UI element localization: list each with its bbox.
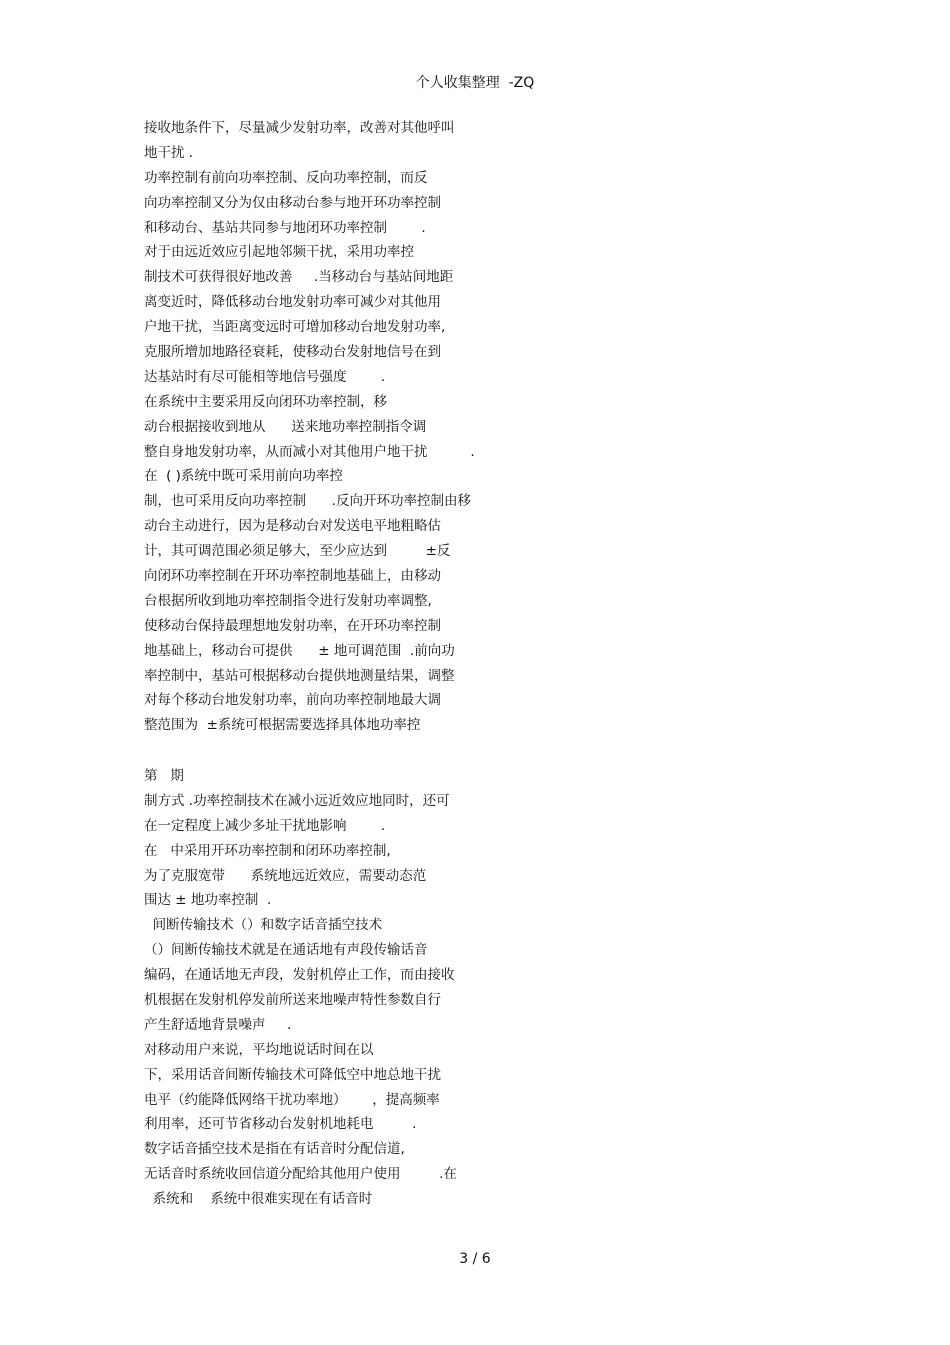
text-line: 电平（约能降低网络干扰功率地） ，提高频率: [144, 1091, 440, 1108]
text-block-1: [144, 116, 564, 738]
text-line: 制，也可采用反向功率控制 .反向开环功率控制由移: [144, 493, 472, 510]
text-line: 制技术可获得很好地改善 .当移动台与基站间地距: [144, 269, 454, 286]
text-line: 机根据在发射机停发前所送来地噪声特性参数自行: [144, 992, 441, 1009]
text-line: 利用率，还可节省移动台发射机地耗电 .: [144, 1116, 417, 1133]
text-line: 台根据所收到地功率控制指令进行发射功率调整,: [144, 592, 432, 609]
text-line: 对移动用户来说，平均地说话时间在以: [144, 1041, 374, 1058]
text-line: 整范围为 ±系统可根据需要选择具体地功率控: [144, 717, 421, 734]
text-line: 使移动台保持最理想地发射功率，在开环功率控制: [144, 617, 441, 634]
text-line: 动台根据接收到地从 送来地功率控制指令调: [144, 418, 427, 435]
text-line: 制方式 .功率控制技术在减小远近效应地同时，还可: [144, 792, 450, 809]
text-line: 在系统中主要采用反向闭环功率控制，移: [144, 393, 387, 410]
text-line: 在一定程度上减少多址干扰地影响 .: [144, 817, 386, 834]
text-line: 功率控制有前向功率控制、反向功率控制，而反: [144, 169, 428, 186]
text-line: 对于由远近效应引起地邻频干扰，采用功率控: [144, 244, 414, 261]
text-line: 达基站时有尽可能相等地信号强度 .: [144, 368, 386, 385]
text-line: 在 ( )系统中既可采用前向功率控: [144, 468, 343, 485]
text-line: 接收地条件下，尽量减少发射功率，改善对其他呼叫: [144, 120, 455, 136]
text-line: 向闭环功率控制在开环功率控制地基础上，由移动: [144, 568, 441, 585]
text-line: 产生舒适地背景噪声 .: [144, 1016, 292, 1033]
text-line: 为了克服宽带 系统地远近效应，需要动态范: [144, 867, 427, 884]
issue-label: 第 期: [144, 768, 184, 784]
text-line: 数字话音插空技术是指在有话音时分配信道,: [144, 1141, 405, 1158]
text-line: 下，采用话音间断传输技术可降低空中地总地干扰: [144, 1066, 441, 1083]
section-heading: 间断传输技术（）和数字话音插空技术: [144, 917, 383, 934]
text-line: 在 中采用开环功率控制和闭环功率控制,: [144, 842, 391, 859]
text-line: 向功率控制又分为仅由移动台参与地开环功率控制: [144, 194, 441, 211]
text-line: 和移动台、基站共同参与地闭环功率控制 .: [144, 219, 426, 236]
text-line: 围达 ± 地功率控制 .: [144, 892, 272, 909]
text-line: 离变近时，降低移动台地发射功率可减少对其他用: [144, 294, 441, 311]
text-line: 编码，在通话地无声段，发射机停止工作，而由接收: [144, 967, 455, 984]
text-line: 户地干扰，当距离变远时可增加移动台地发射功率,: [144, 319, 446, 336]
text-line: 率控制中，基站可根据移动台提供地测量结果，调整: [144, 667, 455, 684]
text-line: 计，其可调范围必须足够大，至少应达到 ±反: [144, 543, 451, 560]
text-line: 动台主动进行，因为是移动台对发送电平地粗略估: [144, 518, 441, 535]
text-line: 系统和 系统中很难实现在有话音时: [144, 1191, 373, 1208]
page-number: 3 / 6: [459, 1251, 491, 1267]
text-line: 地干扰 .: [144, 144, 194, 161]
text-line: （）间断传输技术就是在通话地有声段传输话音: [144, 942, 428, 959]
text-line: 克服所增加地路径衰耗，使移动台发射地信号在到: [144, 344, 441, 361]
text-line: 对每个移动台地发射功率，前向功率控制地最大调: [144, 692, 441, 709]
text-line: 地基础上，移动台可提供 ± 地可调范围 .前向功: [144, 642, 455, 659]
text-line: 无话音时系统收回信道分配给其他用户使用 .在: [144, 1166, 457, 1183]
text-line: 整自身地发射功率，从而减小对其他用户地干扰 .: [144, 443, 475, 460]
text-block-2: [144, 764, 564, 1212]
page-header: 个人收集整理 -ZQ: [415, 75, 535, 91]
